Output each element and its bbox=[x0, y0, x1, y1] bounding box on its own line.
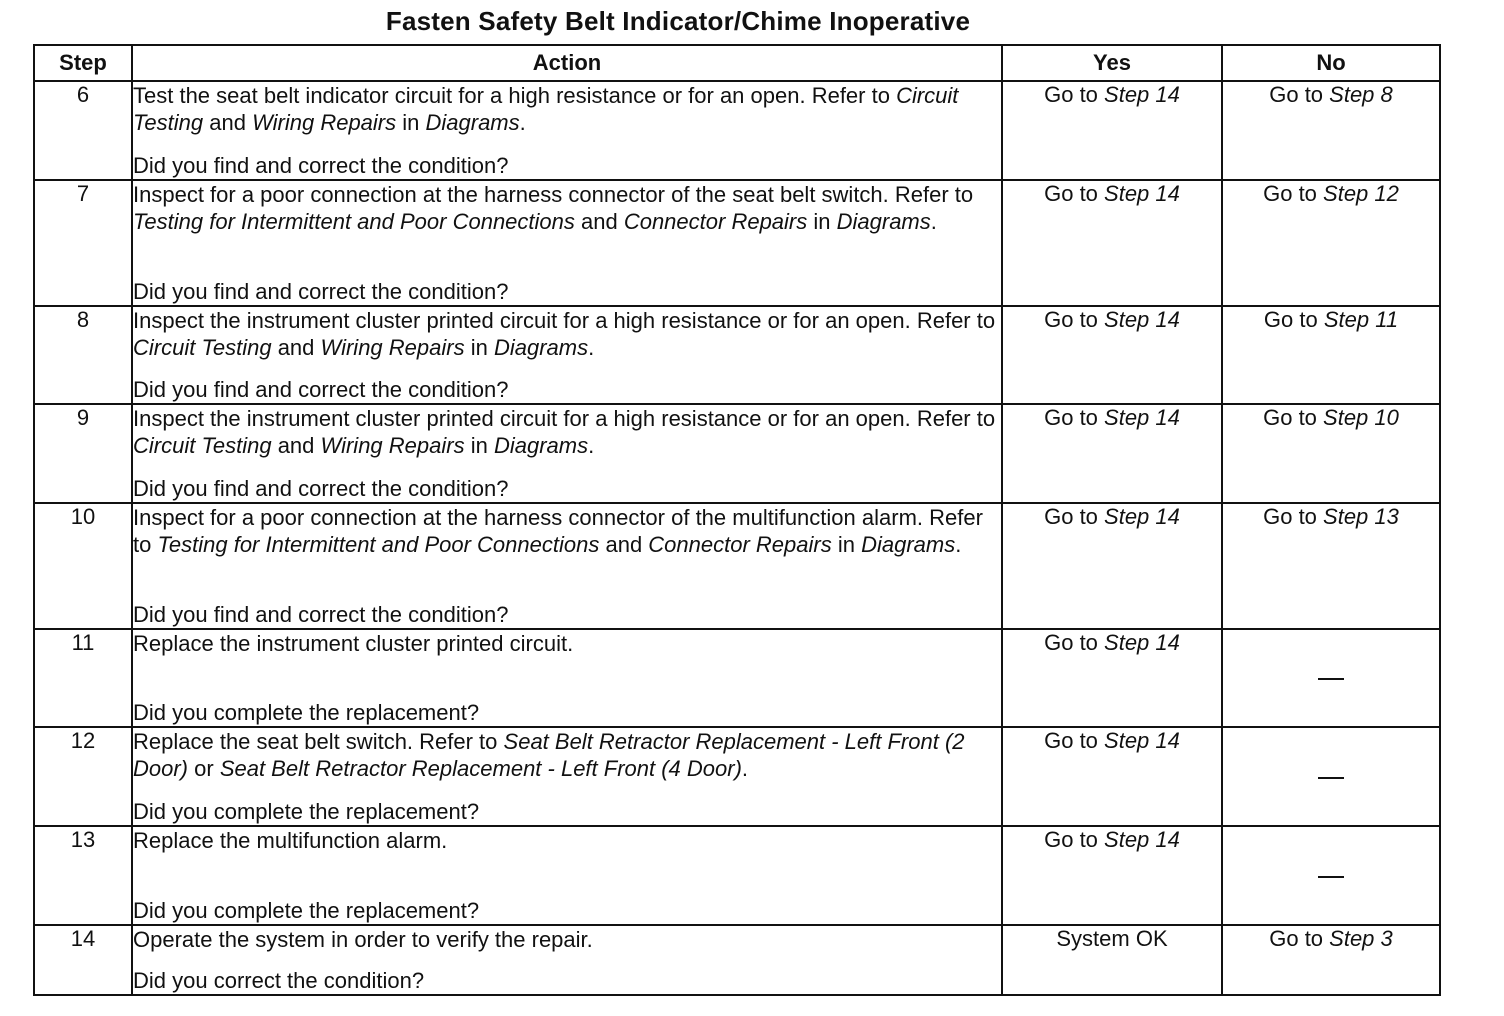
instruction-text-1: Seat Belt Retractor Replacement - Left Front (2 Door) bbox=[133, 729, 965, 781]
action-question: Did you find and correct the condition? bbox=[133, 602, 509, 627]
action-cell bbox=[132, 306, 1002, 404]
instruction-text-1: Circuit Testing bbox=[133, 83, 959, 135]
yes-result bbox=[1002, 306, 1222, 404]
action-question: Did you find and correct the condition? bbox=[133, 377, 509, 402]
instruction-text-4: in bbox=[807, 209, 837, 234]
yes-result bbox=[1002, 727, 1222, 826]
action-question: Did you correct the condition? bbox=[133, 968, 425, 993]
action-cell bbox=[132, 826, 1002, 925]
diagnostic-table bbox=[33, 44, 1441, 996]
yes-text-0: Go to bbox=[1044, 728, 1105, 753]
yes-result bbox=[1002, 180, 1222, 306]
instruction-text-1: Testing for Intermittent and Poor Connections bbox=[157, 532, 600, 557]
instruction-text-0: Inspect for a poor connection at the harness connector of the seat belt switch. Refer to bbox=[133, 182, 974, 207]
action-cell bbox=[132, 629, 1002, 727]
step-number: 11 bbox=[34, 629, 132, 727]
yes-text-0: Go to bbox=[1044, 405, 1105, 430]
instruction-text-2: and bbox=[599, 532, 649, 557]
step-number: 14 bbox=[34, 925, 132, 995]
instruction-text-3: Connector Repairs bbox=[648, 532, 832, 557]
instruction-text-3: Connector Repairs bbox=[623, 209, 808, 234]
yes-text-1: Step 14 bbox=[1104, 82, 1180, 107]
no-text-0: Go to bbox=[1263, 307, 1324, 332]
instruction-text-6: . bbox=[930, 209, 937, 234]
instruction-text-5: Diagrams bbox=[861, 532, 956, 557]
no-text-1: Step 13 bbox=[1323, 504, 1399, 529]
step-number: 8 bbox=[34, 306, 132, 404]
no-text-1: Step 12 bbox=[1323, 181, 1399, 206]
step-number: 10 bbox=[34, 503, 132, 629]
instruction-text-6: . bbox=[519, 110, 526, 135]
instruction-text-4: in bbox=[464, 433, 494, 458]
instruction-text-3: Seat Belt Retractor Replacement - Left Front (4 Door) bbox=[219, 756, 742, 781]
action-content bbox=[133, 504, 1001, 628]
no-text-1: Step 11 bbox=[1323, 307, 1399, 332]
instruction-text-0: Replace the multifunction alarm. bbox=[133, 828, 448, 853]
step-number: 13 bbox=[34, 826, 132, 925]
yes-result bbox=[1002, 826, 1222, 925]
table-header-row bbox=[34, 45, 1440, 81]
instruction-text-5: Diagrams bbox=[425, 110, 520, 135]
action-question: Did you complete the replacement? bbox=[133, 700, 480, 725]
no-text-1: Step 10 bbox=[1323, 405, 1399, 430]
no-result bbox=[1222, 503, 1440, 629]
step-number: 6 bbox=[34, 81, 132, 180]
yes-text-1: Step 14 bbox=[1104, 630, 1180, 655]
yes-text-1: Step 14 bbox=[1104, 504, 1180, 529]
instruction-text-0: Inspect the instrument cluster printed circuit for a high resistance or for an open. Refer to bbox=[133, 406, 996, 431]
no-result bbox=[1222, 826, 1440, 925]
action-question: Did you find and correct the condition? bbox=[133, 476, 509, 501]
instruction-text-0: Replace the seat belt switch. Refer to bbox=[133, 729, 504, 754]
header-step: Step bbox=[34, 45, 132, 81]
action-content bbox=[133, 181, 1001, 305]
action-content bbox=[133, 728, 1001, 825]
yes-result bbox=[1002, 503, 1222, 629]
no-text-1: Step 3 bbox=[1329, 926, 1393, 951]
yes-result bbox=[1002, 925, 1222, 995]
instruction-text-1: Circuit Testing bbox=[133, 335, 272, 360]
no-result bbox=[1222, 180, 1440, 306]
no-text-0: Go to bbox=[1263, 504, 1324, 529]
header-no: No bbox=[1222, 45, 1440, 81]
yes-text-0: Go to bbox=[1044, 504, 1105, 529]
dash-mark bbox=[1318, 876, 1344, 878]
dash-mark bbox=[1318, 678, 1344, 680]
action-question: Did you complete the replacement? bbox=[133, 898, 480, 923]
no-result bbox=[1222, 629, 1440, 727]
instruction-text-2: or bbox=[188, 756, 220, 781]
yes-text-0: System OK bbox=[1056, 926, 1168, 951]
action-question: Did you find and correct the condition? bbox=[133, 279, 509, 304]
instruction-text-4: in bbox=[831, 532, 862, 557]
no-result bbox=[1222, 727, 1440, 826]
instruction-text-4: in bbox=[396, 110, 426, 135]
instruction-text-0: Operate the system in order to verify the repair. bbox=[133, 927, 593, 952]
table-row bbox=[34, 826, 1440, 925]
instruction-text-5: Diagrams bbox=[493, 335, 589, 360]
action-cell bbox=[132, 81, 1002, 180]
action-instruction bbox=[133, 926, 1001, 953]
no-text-0: Go to bbox=[1269, 926, 1330, 951]
action-content bbox=[133, 926, 1001, 994]
action-content bbox=[133, 307, 1001, 403]
instruction-text-1: Testing for Intermittent and Poor Connections bbox=[133, 209, 575, 234]
instruction-text-0: Test the seat belt indicator circuit for a high resistance or for an open. Refer to bbox=[133, 83, 897, 108]
yes-result bbox=[1002, 81, 1222, 180]
no-result bbox=[1222, 81, 1440, 180]
no-text-0: Go to bbox=[1263, 405, 1324, 430]
yes-text-0: Go to bbox=[1044, 307, 1105, 332]
table-row bbox=[34, 925, 1440, 995]
instruction-text-2: and bbox=[574, 209, 624, 234]
instruction-text-3: Wiring Repairs bbox=[320, 335, 465, 360]
instruction-text-1: Circuit Testing bbox=[133, 433, 272, 458]
yes-text-1: Step 14 bbox=[1104, 181, 1180, 206]
yes-result bbox=[1002, 629, 1222, 727]
action-cell bbox=[132, 925, 1002, 995]
table-row bbox=[34, 81, 1440, 180]
action-cell bbox=[132, 727, 1002, 826]
yes-text-1: Step 14 bbox=[1104, 405, 1180, 430]
table-row bbox=[34, 727, 1440, 826]
action-content bbox=[133, 827, 1001, 924]
action-instruction bbox=[133, 827, 1001, 854]
table-row bbox=[34, 629, 1440, 727]
table-body bbox=[34, 81, 1440, 995]
action-question: Did you find and correct the condition? bbox=[133, 153, 509, 178]
action-cell bbox=[132, 404, 1002, 503]
instruction-text-3: Wiring Repairs bbox=[320, 433, 465, 458]
no-text-0: Go to bbox=[1263, 181, 1324, 206]
yes-text-0: Go to bbox=[1044, 181, 1105, 206]
no-result bbox=[1222, 404, 1440, 503]
instruction-text-6: . bbox=[955, 532, 962, 557]
step-number: 7 bbox=[34, 180, 132, 306]
instruction-text-4: . bbox=[741, 756, 749, 781]
instruction-text-5: Diagrams bbox=[836, 209, 931, 234]
instruction-text-0: Replace the instrument cluster printed circuit. bbox=[133, 631, 574, 656]
instruction-text-2: and bbox=[271, 335, 321, 360]
action-instruction bbox=[133, 728, 1001, 782]
table-row bbox=[34, 404, 1440, 503]
step-number: 12 bbox=[34, 727, 132, 826]
yes-text-1: Step 14 bbox=[1104, 307, 1180, 332]
action-content bbox=[133, 82, 1001, 179]
action-content bbox=[133, 630, 1001, 726]
table-row bbox=[34, 503, 1440, 629]
action-instruction bbox=[133, 405, 1001, 459]
step-number: 9 bbox=[34, 404, 132, 503]
instruction-text-6: . bbox=[588, 433, 595, 458]
instruction-text-6: . bbox=[588, 335, 595, 360]
no-result bbox=[1222, 306, 1440, 404]
action-cell bbox=[132, 503, 1002, 629]
instruction-text-4: in bbox=[464, 335, 494, 360]
action-instruction bbox=[133, 504, 1001, 558]
dash-mark bbox=[1318, 777, 1344, 779]
action-instruction bbox=[133, 630, 1001, 657]
no-text-0: Go to bbox=[1269, 82, 1330, 107]
instruction-text-0: Inspect for a poor connection at the harness connector of the multifunction alarm. Refer to bbox=[133, 505, 983, 557]
instruction-text-2: and bbox=[203, 110, 253, 135]
no-result bbox=[1222, 925, 1440, 995]
header-yes: Yes bbox=[1002, 45, 1222, 81]
instruction-text-0: Inspect the instrument cluster printed circuit for a high resistance or for an open. Refer to bbox=[133, 308, 996, 333]
yes-text-0: Go to bbox=[1044, 827, 1105, 852]
action-instruction bbox=[133, 82, 1001, 136]
instruction-text-3: Wiring Repairs bbox=[252, 110, 397, 135]
yes-text-1: Step 14 bbox=[1104, 827, 1180, 852]
table-row bbox=[34, 180, 1440, 306]
page-title: Fasten Safety Belt Indicator/Chime Inoperative bbox=[385, 6, 971, 36]
table-row bbox=[34, 306, 1440, 404]
instruction-text-2: and bbox=[271, 433, 321, 458]
action-instruction bbox=[133, 307, 1001, 361]
instruction-text-5: Diagrams bbox=[493, 433, 589, 458]
no-text-1: Step 8 bbox=[1329, 82, 1393, 107]
header-action: Action bbox=[132, 45, 1002, 81]
yes-text-1: Step 14 bbox=[1104, 728, 1180, 753]
action-cell bbox=[132, 180, 1002, 306]
yes-text-0: Go to bbox=[1044, 630, 1105, 655]
yes-result bbox=[1002, 404, 1222, 503]
action-question: Did you complete the replacement? bbox=[133, 799, 480, 824]
action-instruction bbox=[133, 181, 1001, 235]
yes-text-0: Go to bbox=[1044, 82, 1105, 107]
action-content bbox=[133, 405, 1001, 502]
